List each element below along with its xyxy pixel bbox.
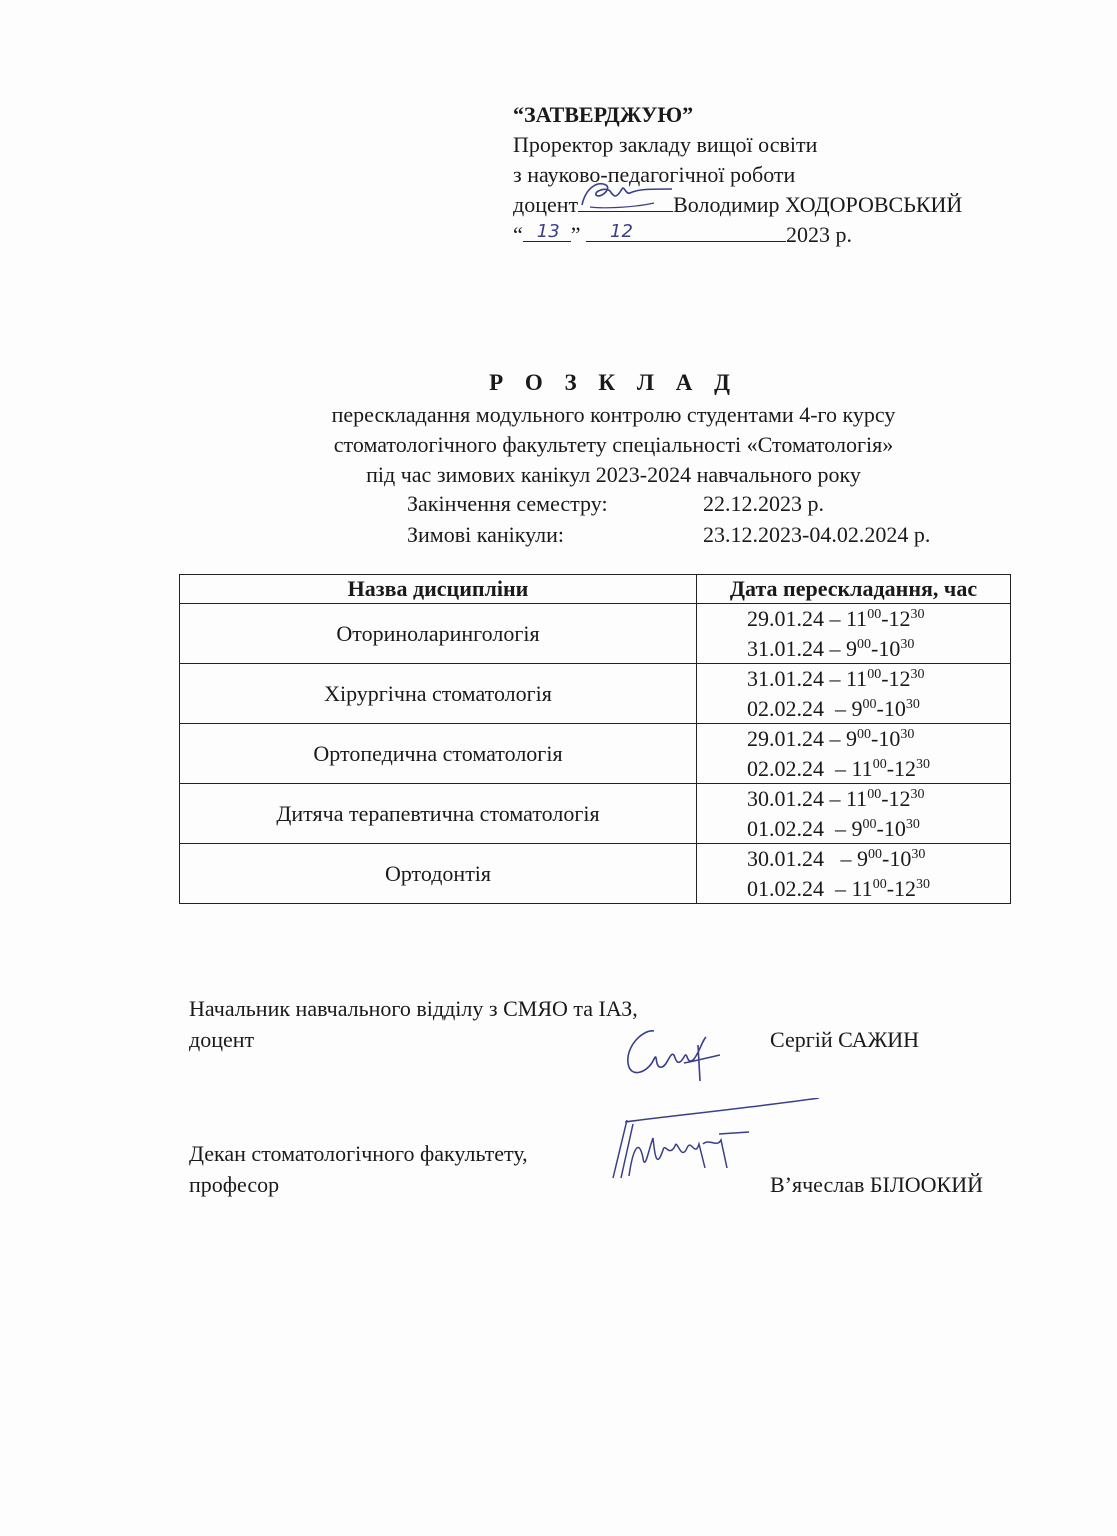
time-end-h: 12 — [888, 666, 911, 692]
exam-time-cell: $02.02.24 - 9^{00}-10^{30}$ — [697, 694, 1011, 724]
discipline-name-cell: Дитяча терапевтична стоматологія — [180, 784, 697, 844]
time-start-m: 00 — [867, 787, 882, 803]
exam-time-cell: $01.02.24 - 9^{00}-10^{30}$ — [697, 814, 1011, 844]
time-date: 29.01.24 – — [747, 726, 846, 752]
approval-block — [513, 100, 962, 250]
exam-time-cell: $30.01.24 - 11^{00}-12^{30}$ — [697, 784, 1011, 814]
exam-time-cell: $29.01.24 - 11^{00}-12^{30}$ — [697, 604, 1011, 634]
time-start-h: 11 — [851, 755, 873, 781]
time-end-h: 12 — [888, 606, 911, 632]
approval-day-field — [523, 221, 571, 242]
time-start-h: 9 — [857, 846, 868, 872]
time-start-m: 00 — [867, 607, 882, 623]
exam-time-cell: $31.01.24 - 11^{00}-12^{30}$ — [697, 664, 1011, 694]
exam-time-cell: $01.02.24 - 11^{00}-12^{30}$ — [697, 874, 1011, 904]
time-end-m: 30 — [911, 847, 926, 863]
dean-title: Декан стоматологічного факультету, — [189, 1141, 528, 1166]
time-start-h: 11 — [846, 786, 868, 812]
time-end-m: 30 — [905, 816, 920, 832]
time-start-m: 00 — [872, 876, 887, 892]
signature-dean — [189, 1138, 1019, 1200]
approval-month: 12 — [610, 221, 633, 242]
dean-signature-icon — [599, 1098, 839, 1188]
approval-signature-icon — [576, 177, 676, 211]
time-date: 01.02.24 – — [747, 875, 852, 901]
discipline-name-cell: Ортодонтія — [180, 844, 697, 904]
table-row — [180, 844, 1011, 874]
time-date: 31.01.24 – — [747, 635, 846, 661]
semester-end-row — [407, 488, 824, 519]
time-end-m: 30 — [916, 756, 931, 772]
time-start-m: 00 — [868, 847, 882, 863]
time-date: 31.01.24 – — [747, 666, 846, 692]
discipline-name-cell: Оториноларингологія — [180, 604, 697, 664]
time-start-m: 00 — [862, 696, 877, 712]
holidays-value: 23.12.2023-04.02.2024 р. — [703, 522, 931, 547]
time-start-h: 11 — [851, 875, 873, 901]
schedule-title: Р О З К Л А Д — [489, 370, 738, 395]
title-line-3: під час зимових канікул 2023-2024 навчального року — [366, 462, 861, 487]
time-end-m: 30 — [916, 876, 931, 892]
holidays-label: Зимові канікули: — [407, 522, 564, 547]
time-end-m: 30 — [905, 696, 920, 712]
dean-position: професор — [189, 1172, 280, 1197]
time-date: 01.02.24 – — [747, 815, 852, 841]
table-body — [180, 604, 1011, 904]
time-date: 02.02.24 – — [747, 755, 852, 781]
time-end-m: 30 — [910, 607, 925, 623]
time-end-m: 30 — [900, 636, 915, 652]
schedule-title-block — [180, 368, 1047, 490]
semester-end-label: Закінчення семестру: — [407, 491, 608, 516]
time-end-h: 12 — [888, 786, 911, 812]
exam-time-cell: $29.01.24 - 9^{00}-10^{30}$ — [697, 724, 1011, 754]
signature-head-of-department — [189, 993, 1019, 1055]
approval-year: 2023 р. — [786, 222, 853, 247]
time-end-h: 12 — [894, 755, 917, 781]
approval-line-2: з науково-педагогічної роботи — [513, 162, 796, 187]
discipline-name-cell: Хірургічна стоматологія — [180, 664, 697, 724]
dean-name: В’ячеслав БІЛООКИЙ — [770, 1172, 983, 1197]
table-row — [180, 604, 1011, 634]
head-title: Начальник навчального відділу з СМЯО та ІАЗ, — [189, 996, 638, 1021]
time-end-h: 10 — [878, 635, 901, 661]
time-start-m: 00 — [857, 636, 871, 652]
time-start-m: 00 — [872, 756, 887, 772]
time-date: 30.01.24 – — [747, 786, 846, 812]
approval-heading: “ЗАТВЕРДЖУЮ” — [513, 102, 694, 127]
time-start-h: 9 — [846, 726, 857, 752]
table-header-row — [180, 575, 1011, 604]
time-end-m: 30 — [910, 787, 925, 803]
approval-position: доцент — [513, 192, 579, 217]
time-start-h: 11 — [846, 666, 868, 692]
title-line-2: стоматологічного факультету спеціальності «Стоматологія» — [333, 432, 894, 457]
time-start-m: 00 — [862, 816, 877, 832]
time-start-m: 00 — [867, 667, 882, 683]
title-line-1: перескладання модульного контролю студентами 4-го курсу — [331, 402, 896, 427]
head-signature-icon — [614, 1011, 724, 1091]
time-end-h: 10 — [878, 726, 901, 752]
approval-month-field — [586, 221, 786, 242]
time-start-h: 9 — [851, 815, 863, 841]
approval-date-line: “ 13 ” 12 2023 р. — [513, 220, 962, 250]
head-position: доцент — [189, 1027, 255, 1052]
holidays-row — [407, 519, 931, 550]
time-start-m: 00 — [857, 727, 871, 743]
column-header-discipline: Назва дисципліни — [180, 575, 697, 604]
time-end-h: 10 — [889, 846, 912, 872]
time-date: 02.02.24 – — [747, 695, 852, 721]
time-start-h: 11 — [846, 606, 868, 632]
approval-line-1: Проректор закладу вищої освіти — [513, 132, 818, 157]
approval-signatory-line — [513, 190, 962, 220]
time-end-m: 30 — [910, 667, 925, 683]
discipline-name-cell: Ортопедична стоматологія — [180, 724, 697, 784]
approval-signature-line — [578, 191, 673, 212]
time-end-h: 12 — [894, 875, 917, 901]
time-end-h: 10 — [883, 695, 906, 721]
time-end-m: 30 — [900, 727, 915, 743]
time-date: 29.01.24 – — [747, 606, 846, 632]
approval-name: Володимир ХОДОРОВСЬКИЙ — [673, 192, 963, 217]
table-row — [180, 724, 1011, 754]
table-row — [180, 664, 1011, 694]
time-end-h: 10 — [883, 815, 906, 841]
exam-time-cell: $02.02.24 - 11^{00}-12^{30}$ — [697, 754, 1011, 784]
semester-end-value: 22.12.2023 р. — [703, 491, 824, 516]
exam-time-cell: $31.01.24 - 9^{00}-10^{30}$ — [697, 634, 1011, 664]
table-row — [180, 784, 1011, 814]
time-date: 30.01.24 – — [747, 846, 857, 872]
semester-dates — [407, 488, 931, 550]
schedule-table — [179, 574, 1011, 904]
exam-time-cell: $30.01.24 - 9^{00}-10^{30}$ — [697, 844, 1011, 874]
head-name: Сергій САЖИН — [770, 1027, 920, 1052]
time-start-h: 9 — [846, 635, 857, 661]
time-start-h: 9 — [851, 695, 863, 721]
column-header-date: Дата перескладання, час — [697, 575, 1011, 604]
approval-day: 13 — [536, 221, 560, 242]
